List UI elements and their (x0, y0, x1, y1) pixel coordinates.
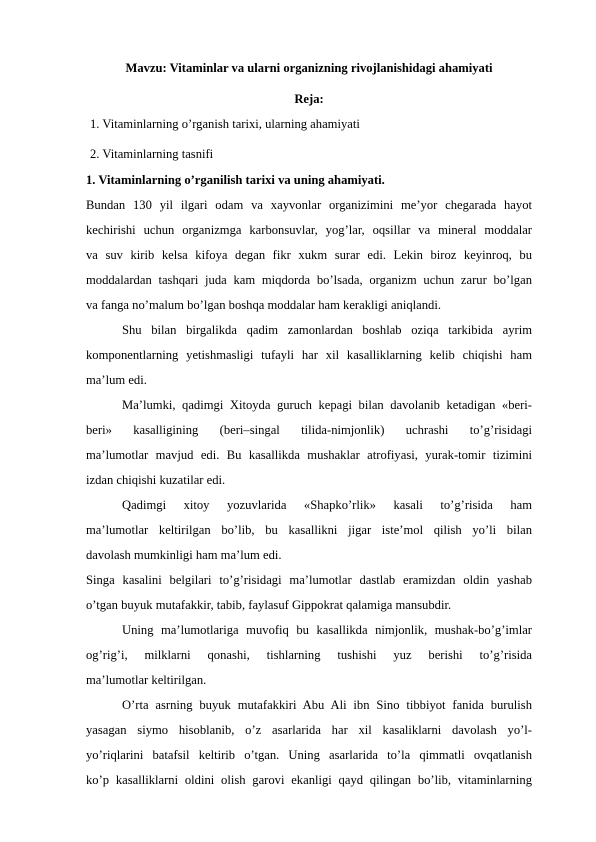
text-line: va fanga no’malum bo’lgan boshqa moddalar ham kerakligi aniqlandi. (86, 298, 441, 312)
text-line: Ma’lumki, qadimgi Xitoyda guruch kepagi bilan davolanib ketadigan «beri- (122, 398, 532, 412)
text-line: ma’lumotlar mavjud edi. Bu kasallikda mushaklar atrofiyasi, yurak-tomir tizimini (86, 448, 532, 462)
text-line: va suv kirib kelsa kifoya degan fikr xukm surar edi. Lekin biroz keyinroq, bu (86, 248, 532, 262)
document-title: Mavzu: Vitaminlar va ularni organizning rivojlanishidagi ahamiyati (125, 61, 493, 75)
text-line: Shu bilan birgalikda qadim zamonlardan boshlab oziqa tarkibida ayrim (122, 323, 532, 337)
text-line: davolash mumkinligi ham ma’lum edi. (86, 548, 282, 562)
text-line: kechirishi uchun organizmga karbonsuvlar, yog’lar, oqsillar va mineral moddalar (86, 223, 532, 237)
text-line: Bundan 130 yil ilgari odam va xayvonlar organizimini me’yor chegarada hayot (86, 198, 532, 212)
text-line: komponentlarning yetishmasligi tufayli har xil kasalliklarning kelib chiqishi ham (86, 348, 532, 362)
text-line: og’rig’i, milklarni qonashi, tishlarning tushishi yuz berishi to’g’risida (86, 648, 532, 662)
text-line: ko’p kasalliklarni oldini olish garovi ekanligi qayd qilingan bo’lib, vitaminlarning (86, 773, 532, 787)
text-line: yasagan siymo hisoblanib, o’z asarlarida har xil kasaliklarni davolash yo’l- (86, 723, 532, 737)
plan-heading: Reja: (294, 92, 324, 106)
text-line: izdan chiqishi kuzatilar edi. (86, 473, 226, 487)
text-line: o’tgan buyuk mutafakkir, tabib, faylasuf Gippokrat qalamiga mansubdir. (86, 598, 452, 612)
text-line: beri» kasalligining (beri–singal tilida-nimjonlik) uchrashi to’g’risidagi (86, 423, 532, 437)
plan-item: 2. Vitaminlarning tasnifi (90, 147, 214, 161)
text-line: ma’lumotlar keltirilgan bo’lib, bu kasallikni jigar iste’mol qilish yo’li bilan (86, 523, 532, 537)
text-line: ma’lum edi. (86, 373, 147, 387)
plan-item: 1. Vitaminlarning o’rganish tarixi, ularning ahamiyati (90, 117, 360, 131)
text-line: yo’riqlarini batafsil keltirib o’tgan. Uning asarlarida to’la qimmatli ovqatlanish (86, 748, 532, 762)
text-line: Uning ma’lumotlariga muvofiq bu kasallikda nimjonlik, mushak-bo’g’imlar (122, 623, 532, 637)
text-line: O’rta asrning buyuk mutafakkiri Abu Ali ibn Sino tibbiyot fanida burulish (122, 698, 532, 712)
text-line: ma’lumotlar keltirilgan. (86, 673, 207, 687)
text-line: Qadimgi xitoy yozuvlarida «Shapko’rlik» kasali to’g’risida ham (122, 498, 532, 512)
text-line: Singa kasalini belgilari to’g’risidagi ma’lumotlar dastlab eramizdan oldin yashab (86, 573, 532, 587)
section-heading: 1. Vitaminlarning o’rganilish tarixi va uning ahamiyati. (86, 173, 385, 187)
text-line: moddalardan tashqari juda kam miqdorda bo’lsada, organizm uchun zarur bo’lgan (86, 273, 532, 287)
